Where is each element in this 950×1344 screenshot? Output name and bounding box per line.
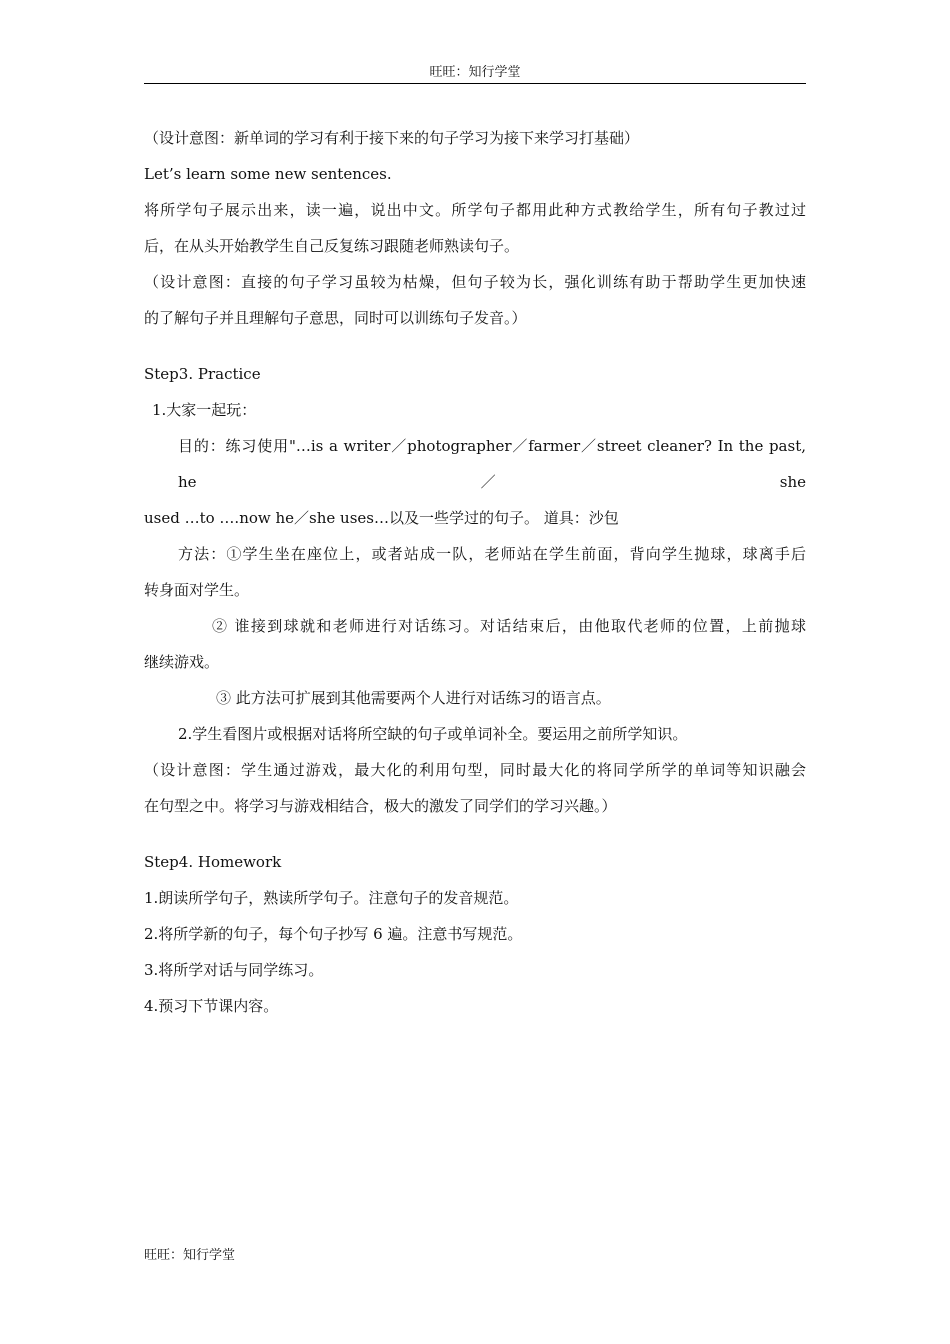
header-divider xyxy=(144,83,806,84)
design-intent-paragraph-3-line-2: 在句型之中。将学习与游戏相结合，极大的激发了同学们的学习兴趣。） xyxy=(144,797,617,815)
purpose-line-2: used …to ….now he／she uses…以及一些学过的句子。 道具：沙包 xyxy=(144,509,619,527)
step3-item-1: 1.大家一起玩： xyxy=(152,401,257,419)
step4-heading: Step4. Homework xyxy=(144,853,282,871)
design-intent-paragraph-3-line-1: （设计意图：学生通过游戏，最大化的利用句型，同时最大化的将同学所学的单词等知识融会 xyxy=(144,761,806,779)
homework-item: 1.朗读所学句子，熟读所学句子。注意句子的发音规范。 xyxy=(144,889,519,907)
sentence-intro: Let’s learn some new sentences. xyxy=(144,165,392,183)
method-paragraph-line-1: 将所学句子展示出来，读一遍，说出中文。所学句子都用此种方式教给学生，所有句子教过过 xyxy=(144,201,806,219)
step3-heading: Step3. Practice xyxy=(144,365,261,383)
step3-item-2: 2.学生看图片或根据对话将所空缺的句子或单词补全。要运用之前所学知识。 xyxy=(178,725,688,743)
method-paragraph-line-2: 后，在从头开始教学生自己反复练习跟随老师熟读句子。 xyxy=(144,237,520,255)
page-header: 旺旺：知行学堂 xyxy=(429,65,521,80)
homework-item: 4.预习下节课内容。 xyxy=(144,997,279,1015)
page-footer: 旺旺：知行学堂 xyxy=(144,1248,236,1263)
game-method-2-line-1: ② 谁接到球就和老师进行对话练习。对话结束后，由他取代老师的位置，上前抛球 xyxy=(212,617,806,635)
game-method-line-2: 转身面对学生。 xyxy=(144,581,250,599)
design-intent-paragraph-2-line-2: 的了解句子并且理解句子意思，同时可以训练句子发音。） xyxy=(144,309,527,327)
game-method-2-line-2: 继续游戏。 xyxy=(144,653,220,671)
game-method-line-1: 方法：①学生坐在座位上，或者站成一队，老师站在学生前面，背向学生抛球，球离手后 xyxy=(178,545,806,563)
purpose-line-1: 目的：练习使用"…is a writer／photographer／farmer／street cleaner? In the past, he／she xyxy=(178,437,806,491)
homework-item: 2.将所学新的句子，每个句子抄写 6 遍。注意书写规范。 xyxy=(144,925,523,943)
homework-item: 3.将所学对话与同学练习。 xyxy=(144,961,324,979)
design-intent-paragraph-1: （设计意图：新单词的学习有利于接下来的句子学习为接下来学习打基础） xyxy=(144,129,640,147)
game-method-3: ③ 此方法可扩展到其他需要两个人进行对话练习的语言点。 xyxy=(216,689,611,707)
document-body xyxy=(144,120,806,1024)
design-intent-paragraph-2-line-1: （设计意图：直接的句子学习虽较为枯燥，但句子较为长，强化训练有助于帮助学生更加快速 xyxy=(144,273,806,291)
